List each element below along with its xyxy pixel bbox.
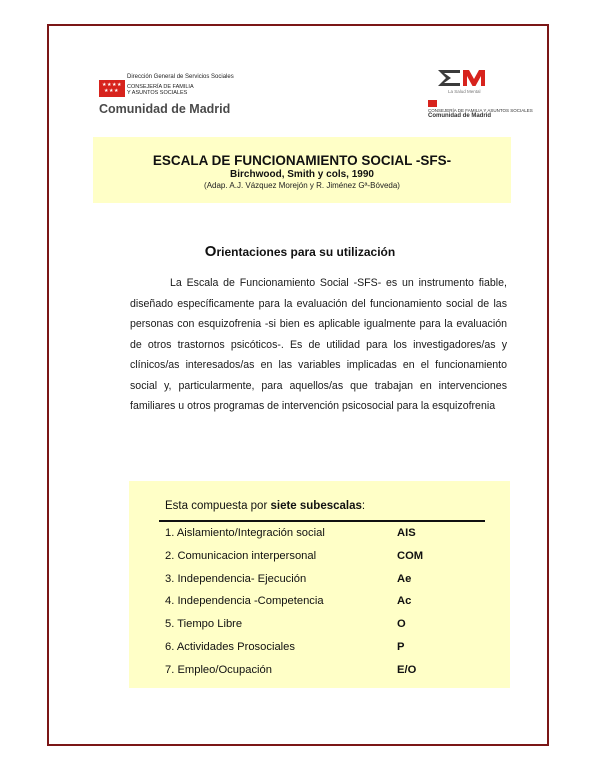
sm-logo-icon xyxy=(436,68,492,88)
right-comunidad-brand: Comunidad de Madrid xyxy=(428,113,491,119)
list-item xyxy=(165,664,485,687)
document-adaptation: (Adap. A.J. Vázquez Morejón y R. Jiménez Gª-Bóveda) xyxy=(204,181,400,190)
subscale-name: 1. Aislamiento/Integración social xyxy=(165,527,325,539)
title-box xyxy=(93,137,511,203)
subscales-intro-text: Esta compuesta por xyxy=(165,500,271,512)
list-item xyxy=(165,550,485,573)
heading-initial: O xyxy=(204,243,217,260)
section-heading xyxy=(0,243,600,260)
list-item xyxy=(165,641,485,664)
list-item xyxy=(165,618,485,641)
subscales-intro xyxy=(165,500,365,512)
madrid-small-flag-icon xyxy=(428,100,437,107)
subscale-name: 7. Empleo/Ocupación xyxy=(165,663,272,676)
subscale-code: O xyxy=(397,618,406,631)
sm-caption: La Salud Mental xyxy=(448,89,481,94)
heading-rest: rientaciones para su utilización xyxy=(216,245,396,259)
list-item xyxy=(165,527,485,550)
subscale-code: P xyxy=(397,640,405,653)
list-item xyxy=(165,573,485,596)
subscales-intro-end: : xyxy=(361,500,366,512)
subscale-code: E/O xyxy=(397,663,417,676)
subscales-rule xyxy=(159,520,485,522)
org-line-3: Y ASUNTOS SOCIALES xyxy=(127,90,188,96)
comunidad-brand: Comunidad de Madrid xyxy=(99,102,231,116)
subscale-code: Ac xyxy=(397,595,412,608)
subscale-code: AIS xyxy=(397,527,416,539)
right-org-line: CONSEJERÍA DE FAMILIA Y ASUNTOS SOCIALES xyxy=(428,108,533,113)
org-line-1: Dirección General de Servicios Sociales xyxy=(127,74,234,80)
madrid-flag-icon: ★★★★ ★★★ xyxy=(99,80,125,97)
subscale-code: Ae xyxy=(397,572,412,585)
subscale-name: 3. Independencia- Ejecución xyxy=(165,572,307,585)
subscale-name: 2. Comunicacion interpersonal xyxy=(165,549,317,562)
list-item xyxy=(165,595,485,618)
orientation-paragraph: La Escala de Funcionamiento Social -SFS- es un instrumento fiable, diseñado específicamente para la evaluación del funcionamiento social de las personas con esquizofrenia -si bien es aplicable igualmente para la evaluación de otros trastornos psicóticos-. Es de utilidad para los investigadores/as y clínicos/as interesados/as en las variables implicadas en el funcionamiento social y, particularmente, para aquellos/as que trabajan en intervenciones familiares u otros programas de intervención psicosocial para la esquizofrenia xyxy=(130,277,507,412)
subscales-intro-bold: siete subescalas xyxy=(270,500,362,512)
org-line-2: CONSEJERÍA DE FAMILIA xyxy=(127,84,194,90)
subscales-box xyxy=(129,481,510,688)
comunidad-madrid-logo xyxy=(99,74,279,124)
document-authors: Birchwood, Smith y cols, 1990 xyxy=(230,169,374,180)
document-title: ESCALA DE FUNCIONAMIENTO SOCIAL -SFS- xyxy=(152,153,452,168)
subscales-list xyxy=(165,527,485,687)
orientation-text xyxy=(130,273,507,417)
subscale-code: COM xyxy=(397,549,424,562)
salud-mental-logo xyxy=(428,68,533,120)
subscale-name: 4. Independencia -Competencia xyxy=(165,595,324,608)
subscale-name: 5. Tiempo Libre xyxy=(165,618,243,631)
subscale-name: 6. Actividades Prosociales xyxy=(165,640,295,653)
